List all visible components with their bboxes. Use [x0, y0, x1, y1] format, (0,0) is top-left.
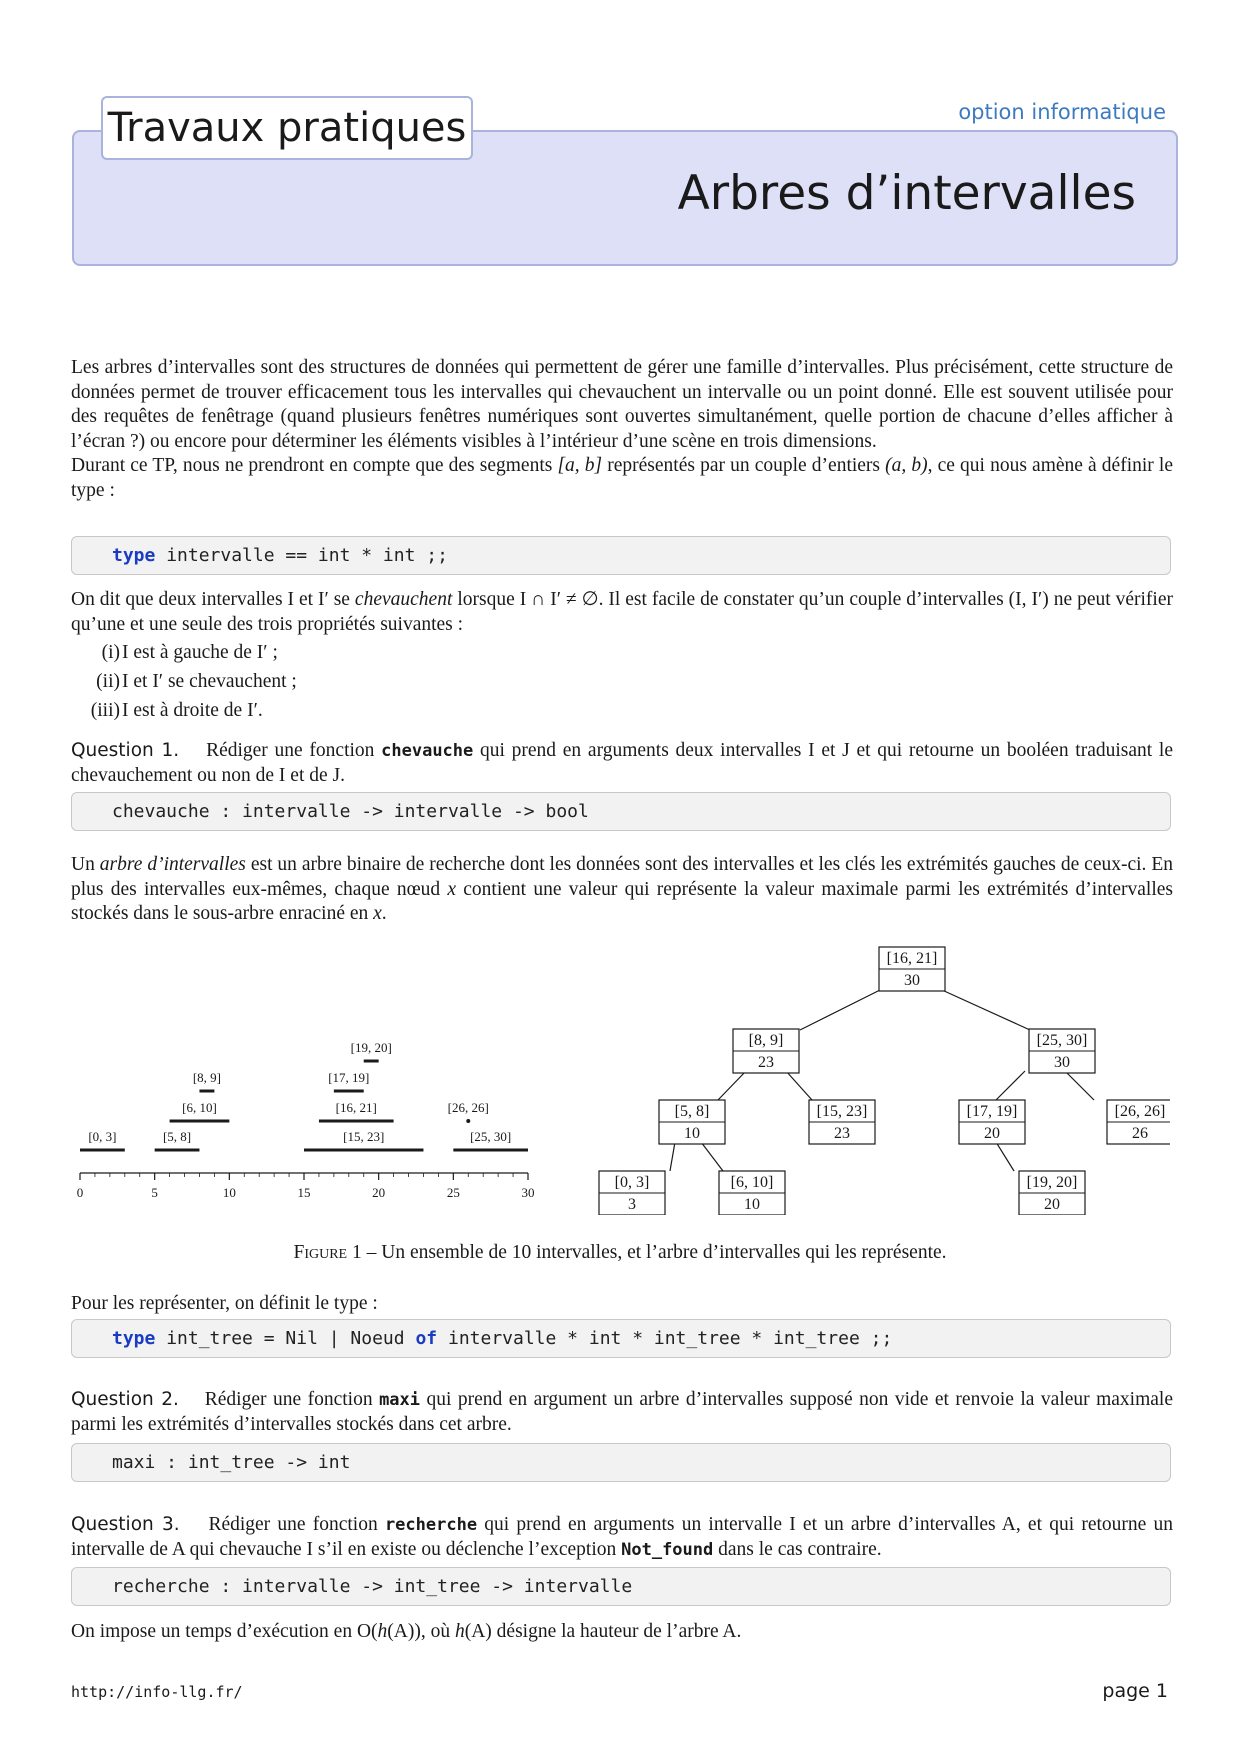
code-block-chevauche: chevauche : intervalle -> intervalle -> bool	[71, 792, 1171, 831]
tree-edge	[996, 1071, 1025, 1100]
list-item-num: (iii)	[90, 700, 120, 721]
def-var-x: x	[373, 903, 382, 925]
tree-node-max: 10	[744, 1196, 760, 1213]
tree-node-max: 10	[684, 1125, 700, 1142]
list-item: I est à droite de I′.	[122, 700, 263, 721]
intro-paragraph	[71, 356, 1173, 504]
complexity-c: (A) désigne la hauteur de l’arbre A.	[464, 1621, 742, 1642]
tree-node	[733, 1029, 799, 1073]
tree-node-interval: [25, 30]	[1036, 1032, 1088, 1049]
complexity-b: (A)), où	[387, 1621, 455, 1642]
axis-tick-label: 30	[521, 1185, 535, 1200]
tree-node-interval: [6, 10]	[730, 1174, 774, 1191]
def-emphasis: arbre d’intervalles	[99, 854, 246, 875]
axis-tick-label: 25	[446, 1185, 460, 1200]
q3-text-a: Rédiger une fonction	[208, 1514, 385, 1535]
tree-node	[599, 1171, 665, 1215]
tree-edge	[701, 1142, 723, 1171]
repr-text: Pour les représenter, on définit le type :	[71, 1293, 378, 1314]
code-keyword: type	[112, 545, 156, 566]
code-block-int-tree	[71, 1319, 1171, 1358]
code-block-maxi: maxi : int_tree -> int	[71, 1443, 1171, 1482]
complexity-a: On impose un temps d’exécution en O(	[71, 1621, 378, 1642]
footer-url[interactable]: http://info-llg.fr/	[71, 1683, 243, 1701]
list-item-num: (i)	[101, 642, 120, 663]
caption-label: Figure 1	[293, 1242, 362, 1263]
axis-tick-label: 5	[151, 1185, 158, 1200]
question-1	[71, 739, 1173, 788]
code-keyword: of	[415, 1328, 438, 1349]
def-text-c: contient une valeur qui représente la valeur maximale parmi les extrémités d’intervalles stockés dans le sous-arbre enraciné en	[71, 878, 1173, 925]
document-title: Arbres d’intervalles	[677, 166, 1136, 221]
axis-ticks	[80, 1173, 528, 1180]
tree-edges	[670, 990, 1094, 1171]
tree-node	[1029, 1029, 1095, 1073]
tree-node	[879, 947, 945, 991]
overlap-emphasis: chevauchent	[354, 589, 453, 610]
tree-edge	[996, 1142, 1014, 1171]
axis-labels	[77, 1185, 535, 1200]
tree-node-interval: [5, 8]	[674, 1103, 710, 1120]
q2-text-a: Rédiger une fonction	[204, 1389, 380, 1410]
page-number: page 1	[1102, 1680, 1168, 1702]
tree-node	[959, 1100, 1025, 1144]
question-3	[71, 1513, 1173, 1562]
interval-label: [17, 19]	[328, 1070, 370, 1085]
question-label: Question 3.	[71, 1514, 180, 1535]
axis-tick-label: 15	[297, 1185, 311, 1200]
interval-label: [15, 23]	[343, 1129, 385, 1144]
tree-node	[809, 1100, 875, 1144]
interval-label: [19, 20]	[350, 1040, 392, 1055]
exception-name: Not_found	[621, 1539, 714, 1560]
intro-segment: [a, b]	[557, 455, 603, 477]
def-var-x: x	[447, 878, 457, 900]
list-item-num: (ii)	[96, 671, 120, 692]
list-item: I et I′ se chevauchent ;	[122, 671, 297, 692]
tree-node	[1019, 1171, 1085, 1215]
list-item: I est à gauche de I′ ;	[122, 642, 278, 663]
q2-text-b: qui prend en argument un arbre d’intervalles supposé non vide et renvoie la valeur maximale parmi les extrémités d’intervalles stockés dans cet arbre.	[71, 1389, 1173, 1435]
definition-paragraph	[71, 853, 1173, 927]
tree-node-interval: [19, 20]	[1026, 1174, 1078, 1191]
tree-edge	[942, 990, 1030, 1030]
tree-node-interval: [15, 23]	[816, 1103, 868, 1120]
intro-p2-a: Durant ce TP, nous ne prendront en compte que des segments	[71, 455, 558, 477]
question-label: Question 2.	[71, 1389, 179, 1410]
axis-tick-label: 20	[372, 1185, 386, 1200]
tree-node	[719, 1171, 785, 1215]
def-text-d: .	[381, 903, 387, 925]
interval-label: [26, 26]	[447, 1100, 489, 1115]
intro-p2-b: représentés par un couple d’entiers	[602, 455, 886, 477]
figure-intervals-and-tree	[70, 945, 1170, 1215]
interval-label: [16, 21]	[335, 1100, 377, 1115]
tree-node-max: 30	[904, 972, 920, 989]
complexity-h: h	[377, 1621, 388, 1642]
tree-edge	[786, 1071, 812, 1100]
code-text: int_tree = Nil | Noeud	[155, 1328, 416, 1349]
code-block-recherche: recherche : intervalle -> int_tree -> intervalle	[71, 1567, 1171, 1606]
q3-text-b: qui prend en arguments un intervalle I et un arbre d’intervalles A, et qui retourne un intervalle de A qui chevauche I s’il en existe ou déclenche l’exception	[71, 1514, 1174, 1560]
tree-edge	[718, 1071, 746, 1100]
q3-text-c: dans le cas contraire.	[713, 1538, 882, 1560]
intro-text: Les arbres d’intervalles sont des structures de données qui permettent de gérer une famille d’intervalles. Plus précisément, cette structure de données permet de trouver efficacement tous les intervalles qui chevauchent un intervalle ou un point donné. Elle est souvent utilisée pour des requêtes de fenêtrage (quand plusieurs fenêtres numériques sont ouvertes simultanément, quelle portion de chacune d’elles afficher à l’écran ?) ou encore pour déterminer les éléments visibles à l’intérieur d’une scène en trois dimensions.	[71, 357, 1173, 452]
tree-edge	[670, 1142, 675, 1171]
tree-node-max: 23	[834, 1125, 850, 1142]
tree-edge	[800, 990, 880, 1030]
axis-tick-label: 0	[76, 1185, 84, 1200]
tree-node-interval: [16, 21]	[886, 950, 938, 967]
def-text-a: Un	[71, 854, 100, 875]
def-text-b: est un arbre binaire de recherche dont les données sont des intervalles et les clés les extrémités gauches de ceux-ci. En plus des intervalles eux-mêmes, chaque nœud	[71, 854, 1174, 900]
intro-p2-c: , ce qui nous amène à définir le type :	[71, 455, 1173, 501]
code-block-type-intervalle	[71, 536, 1171, 575]
tree-node-max: 30	[1054, 1054, 1070, 1071]
tree-node	[1107, 1100, 1170, 1144]
q1-text-b: qui prend en arguments deux intervalles I et J et qui retourne un booléen traduisant le chevauchement ou non de I et de J.	[71, 740, 1174, 786]
tree-node-max: 23	[758, 1054, 774, 1071]
tree-node-interval: [26, 26]	[1114, 1103, 1166, 1120]
tree-node-interval: [17, 19]	[966, 1103, 1018, 1120]
tree-node-max: 26	[1132, 1125, 1148, 1142]
interval-label: [0, 3]	[88, 1129, 117, 1144]
tree-node-max: 20	[984, 1125, 1000, 1142]
interval-point	[466, 1119, 470, 1123]
question-label: Question 1.	[71, 740, 180, 761]
intro-pair: (a, b)	[885, 455, 928, 477]
complexity-text	[71, 1620, 741, 1645]
tree-node	[659, 1100, 725, 1144]
code-text: intervalle * int * int_tree * int_tree ;;	[437, 1328, 893, 1349]
question-2	[71, 1388, 1173, 1437]
axis-tick-label: 10	[222, 1185, 236, 1200]
tree-node-interval: [0, 3]	[614, 1174, 650, 1191]
function-name: recherche	[384, 1515, 478, 1535]
tree-node-interval: [8, 9]	[748, 1032, 784, 1049]
code-keyword: type	[112, 1328, 156, 1349]
tp-label: Travaux pratiques	[101, 96, 473, 160]
option-label: option informatique	[958, 100, 1166, 124]
interval-label: [8, 9]	[192, 1070, 222, 1085]
tree-node-max: 20	[1044, 1196, 1060, 1213]
tree-nodes	[599, 947, 1170, 1215]
function-name: chevauche	[381, 741, 474, 761]
function-name: maxi	[379, 1390, 421, 1410]
interval-label: [6, 10]	[182, 1100, 217, 1115]
code-text: intervalle == int * int ;;	[155, 545, 448, 566]
figure-caption	[0, 1242, 1240, 1264]
overlap-text-a: On dit que deux intervalles I et I′ se	[71, 589, 355, 610]
tree-edge	[1065, 1071, 1094, 1100]
tree-node-max: 3	[628, 1196, 636, 1213]
caption-text: – Un ensemble de 10 intervalles, et l’arbre d’intervalles qui les représente.	[361, 1242, 947, 1263]
interval-label: [25, 30]	[470, 1129, 512, 1144]
interval-label: [5, 8]	[162, 1129, 192, 1144]
complexity-h: h	[454, 1621, 465, 1642]
overlap-text-b: lorsque I ∩ I′ ≠ ∅. Il est facile de constater qu’un couple d’intervalles (I, I′) ne peut vérifier qu’une et une seule des trois propriétés suivantes :	[71, 589, 1173, 635]
overlap-paragraph	[71, 588, 1173, 637]
interval-marks	[80, 1040, 528, 1150]
q1-text-a: Rédiger une fonction	[206, 740, 382, 761]
